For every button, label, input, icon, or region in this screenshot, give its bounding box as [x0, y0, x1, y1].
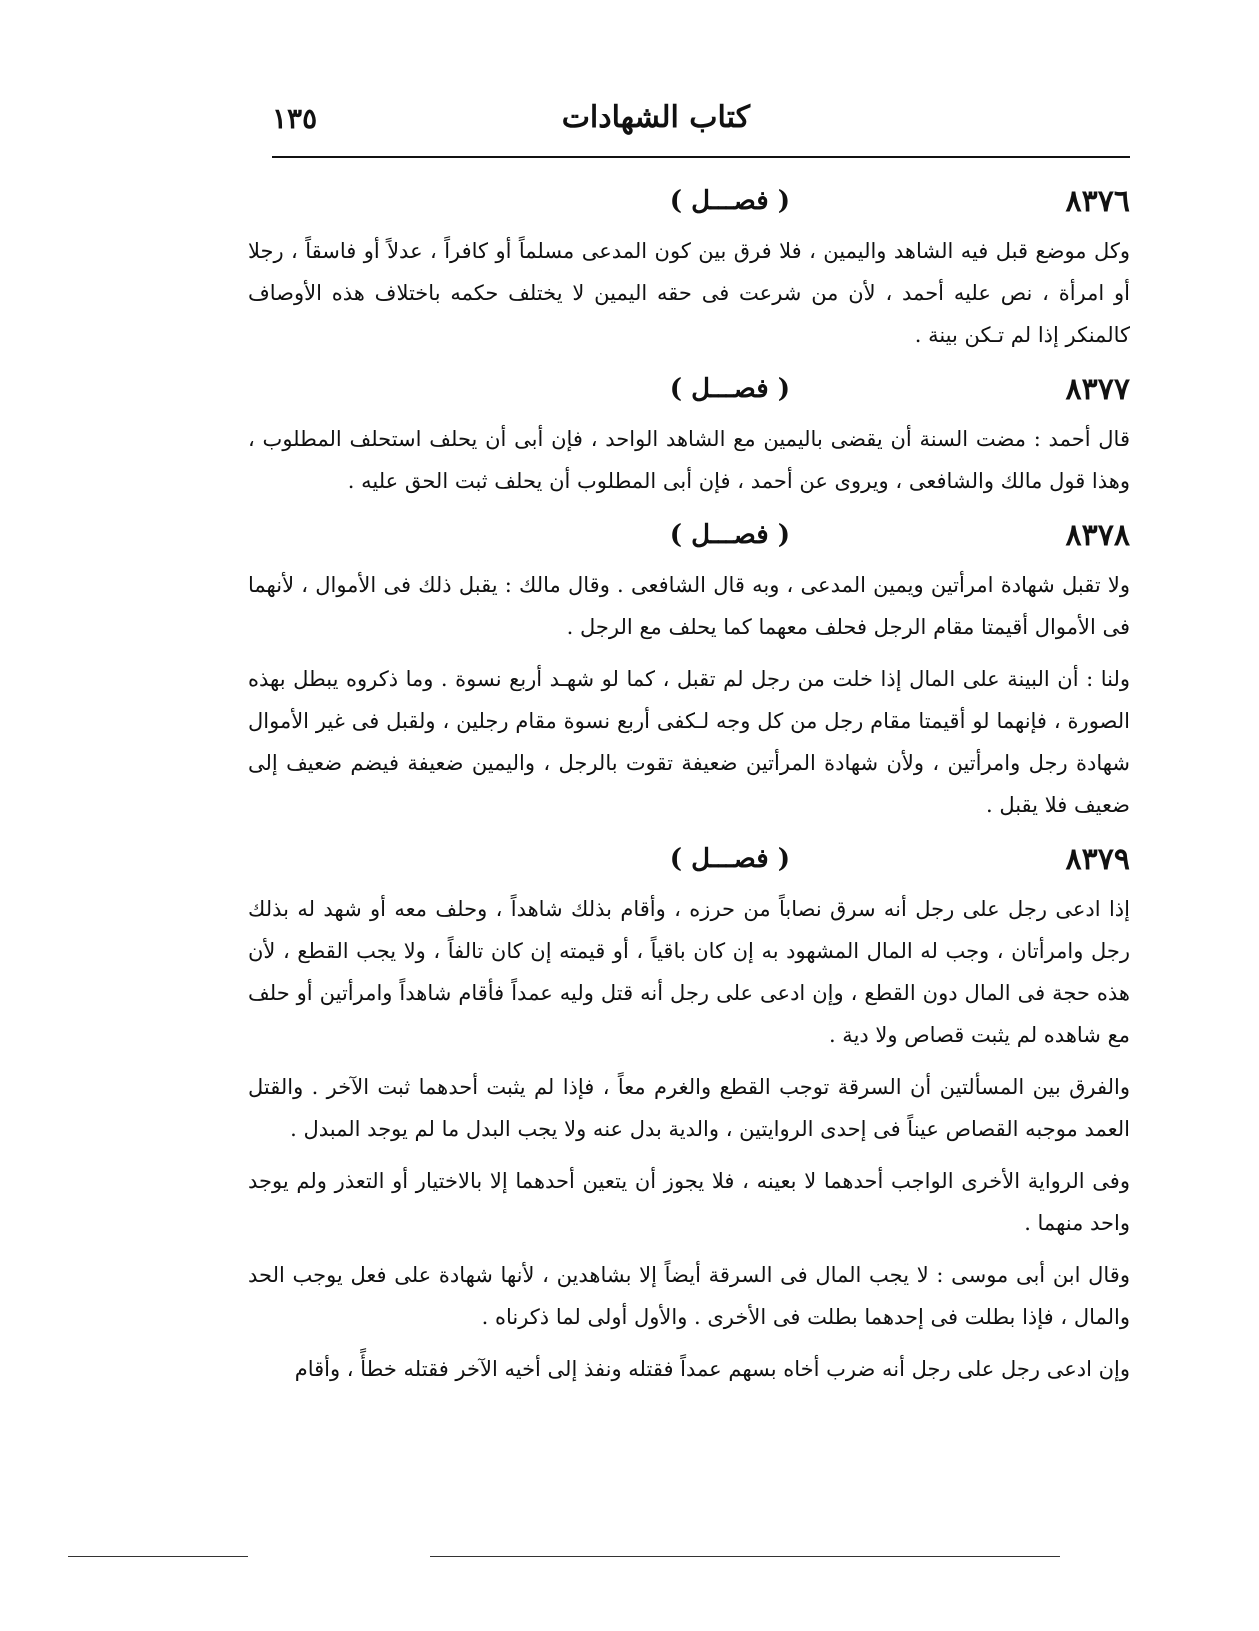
footnote-rule — [68, 1556, 248, 1557]
page-number: ١٣٥ — [272, 102, 318, 135]
page-header — [272, 100, 1130, 150]
running-title: كتاب الشهادات — [561, 100, 750, 135]
section — [248, 836, 1130, 1390]
paragraph: وكل موضع قبل فيه الشاهد واليمين ، فلا فرق بين كون المدعى مسلماً أو كافراً ، عدلاً أو فاسقاً ، رجلا أو امرأة ، نص عليه أحمد ، لأن من شرعت فى حقه اليمين لا يختلف حكمه باختلاف هذه الأوصاف كالمنكر إذا لم تـكن بينة . — [248, 239, 1130, 347]
paragraph: وإن ادعى رجل على رجل أنه ضرب أخاه بسهم عمداً فقتله ونفذ إلى أخيه الآخر فقتله خطأً ، وأقام — [294, 1357, 1130, 1381]
section-heading — [248, 178, 1130, 226]
paragraph: قال أحمد : مضت السنة أن يقضى باليمين مع الشاهد الواحد ، فإن أبى أن يحلف استحلف المطلوب ، وهذا قول مالك والشافعى ، ويروى عن أحمد ، فإن أبى المطلوب أن يحلف ثبت الحق عليه . — [248, 427, 1130, 493]
section-title: ( فصـــل ) — [669, 844, 790, 874]
paragraph: والفرق بين المسألتين أن السرقة توجب القطع والغرم معاً ، فإذا لم يثبت أحدهما ثبت الآخر . والقتل العمد موجبه القصاص عيناً فى إحدى الروايتين ، والدية بدل عنه ولا يجب البدل ما لم يوجد المبدل . — [248, 1075, 1130, 1141]
paragraph: ولا تقبل شهادة امرأتين ويمين المدعى ، وبه قال الشافعى . وقال مالك : يقبل ذلك فى الأموال ، لأنهما فى الأموال أقيمتا مقام الرجل فحلف معهما كما يحلف مع الرجل . — [248, 573, 1130, 639]
footer-rule — [430, 1556, 1060, 1557]
page-body — [248, 178, 1130, 1400]
section-number: ٨٣٧٨ — [1065, 518, 1130, 553]
section-title: ( فصـــل ) — [669, 186, 790, 216]
section-heading — [248, 366, 1130, 414]
section-title: ( فصـــل ) — [669, 374, 790, 404]
paragraph: إذا ادعى رجل على رجل أنه سرق نصاباً من حرزه ، وأقام بذلك شاهداً ، وحلف معه أو شهد له بذلك رجل وامرأتان ، وجب له المال المشهود به إن كان باقياً ، أو قيمته إن كان تالفاً ، ولا يجب القطع ، لأن هذه حجة فى المال دون القطع ، وإن ادعى على رجل أنه قتل وليه عمداً فأقام شاهداً وامرأتين أو حلف مع شاهده لم يثبت قصاص ولا دية . — [248, 897, 1130, 1047]
section-heading — [248, 836, 1130, 884]
section — [248, 178, 1130, 356]
section-number: ٨٣٧٩ — [1065, 842, 1130, 877]
paragraph: ولنا : أن البينة على المال إذا خلت من رجل لم تقبل ، كما لو شهـد أربع نسوة . وما ذكروه يبطل بهذه الصورة ، فإنهما لو أقيمتا مقام رجل من كل وجه لـكفى أربع نسوة مقام رجلين ، ولقبل فى غير الأموال شهادة رجل وامرأتين ، ولأن شهادة المرأتين ضعيفة تقوت بالرجل ، واليمين ضعيفة فيضم ضعيف إلى ضعيف فلا يقبل . — [248, 667, 1130, 817]
section-title: ( فصـــل ) — [669, 520, 790, 550]
section-number: ٨٣٧٧ — [1065, 372, 1130, 407]
section-number: ٨٣٧٦ — [1065, 184, 1130, 219]
section — [248, 512, 1130, 826]
paragraph: وقال ابن أبى موسى : لا يجب المال فى السرقة أيضاً إلا بشاهدين ، لأنها شهادة على فعل يوجب الحد والمال ، فإذا بطلت فى إحدهما بطلت فى الأخرى . والأول أولى لما ذكرناه . — [248, 1263, 1130, 1329]
header-rule — [272, 156, 1130, 158]
paragraph: وفى الرواية الأخرى الواجب أحدهما لا بعينه ، فلا يجوز أن يتعين أحدهما إلا بالاختيار أو التعذر ولم يوجد واحد منهما . — [248, 1169, 1130, 1235]
section-heading — [248, 512, 1130, 560]
section — [248, 366, 1130, 502]
